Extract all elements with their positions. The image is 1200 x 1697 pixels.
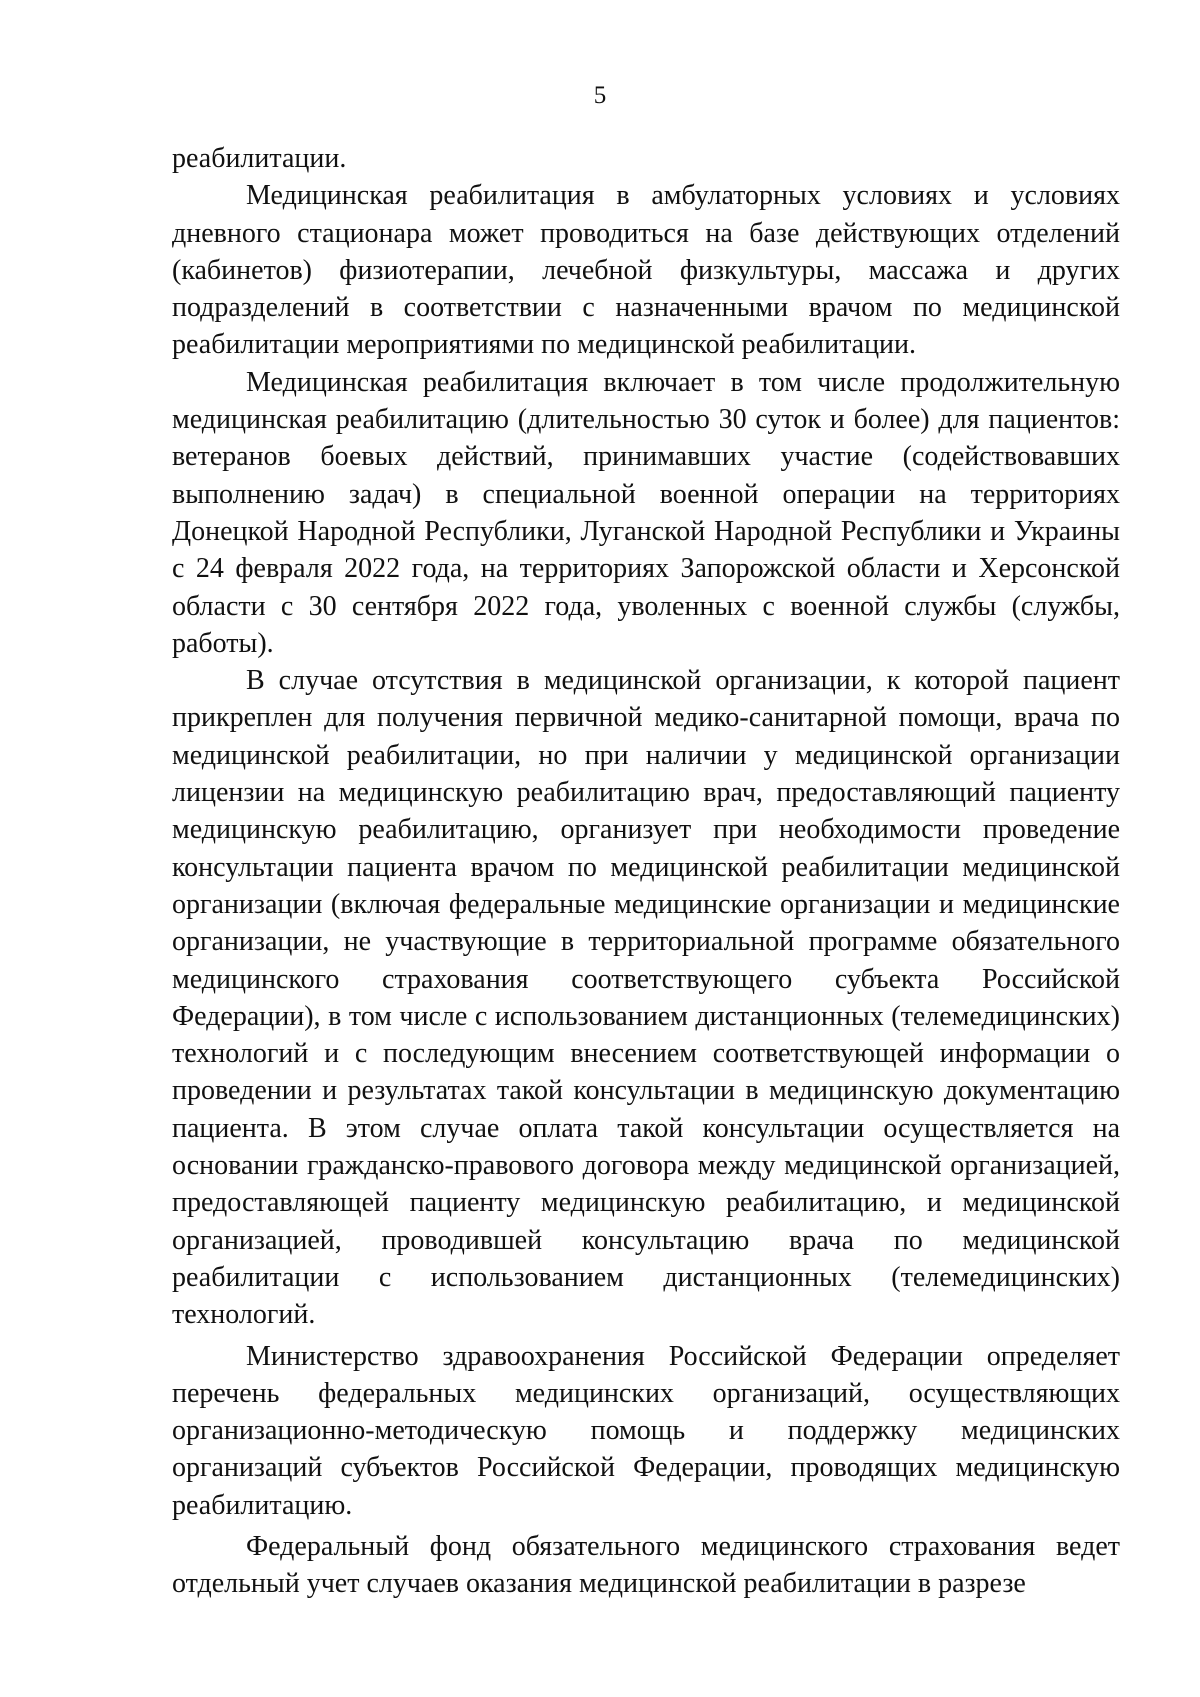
page-number: 5 xyxy=(593,82,607,109)
paragraph-remote-consultation: В случае отсутствия в медицинской организации, к которой пациент прикреплен для получения первичной медико-санитарной помощи, врача по медицинской реабилитации, но при наличии у медицинской организации лицензии на медицинскую реабилитацию врач, предоставляющий пациенту медицинскую реабилитацию, организует при необходимости проведение консультации пациента врачом по медицинской реабилитации медицинской организации (включая федеральные медицинские организации и медицинские организации, не участвующие в территориальной программе обязательного медицинского страхования соответствующего субъекта Российской Федерации), в том числе с использованием дистанционных (телемедицинских) технологий и с последующим внесением соответствующей информации о проведении и результатах такой консультации в медицинскую документацию пациента. В этом случае оплата такой консультации осуществляется на основании гражданско-правового договора между медицинской организацией, предоставляющей пациенту медицинскую реабилитацию, и медицинской организацией, проводившей консультацию врача по медицинской реабилитации с использованием дистанционных (телемедицинских) технологий. xyxy=(172,665,1120,1331)
paragraph-long-term-rehabilitation: Медицинская реабилитация включает в том числе продолжительную медицинская реабилитацию (длительностью 30 суток и более) для пациентов: ветеранов боевых действий, принимавших участие (содействовавших выполнению задач) в специальной военной операции на территориях Донецкой Народной Республики, Луганской Народной Республики и Украины с 24 февраля 2022 года, на территориях Запорожской области и Херсонской области с 30 сентября 2022 года, уволенных с военной службы (службы, работы). xyxy=(172,366,1120,659)
paragraph-continuation: реабилитации. xyxy=(172,143,347,174)
paragraph-outpatient-rehabilitation: Медицинская реабилитация в амбулаторных условиях и условиях дневного стационара может проводиться на базе действующих отделений (кабинетов) физиотерапии, лечебной физкультуры, массажа и других подразделений в соответствии с назначенными врачом по медицинской реабилитации мероприятиями по медицинской реабилитации. xyxy=(172,180,1120,361)
paragraph-insurance-fund: Федеральный фонд обязательного медицинского страхования ведет отдельный учет случаев оказания медицинской реабилитации в разрезе xyxy=(172,1530,1120,1600)
document-body xyxy=(172,140,1120,1603)
paragraph-ministry: Министерство здравоохранения Российской Федерации определяет перечень федеральных медицинских организаций, осуществляющих организационно-методическую помощь и поддержку медицинских организаций субъектов Российской Федерации, проводящих медицинскую реабилитацию. xyxy=(172,1340,1120,1521)
